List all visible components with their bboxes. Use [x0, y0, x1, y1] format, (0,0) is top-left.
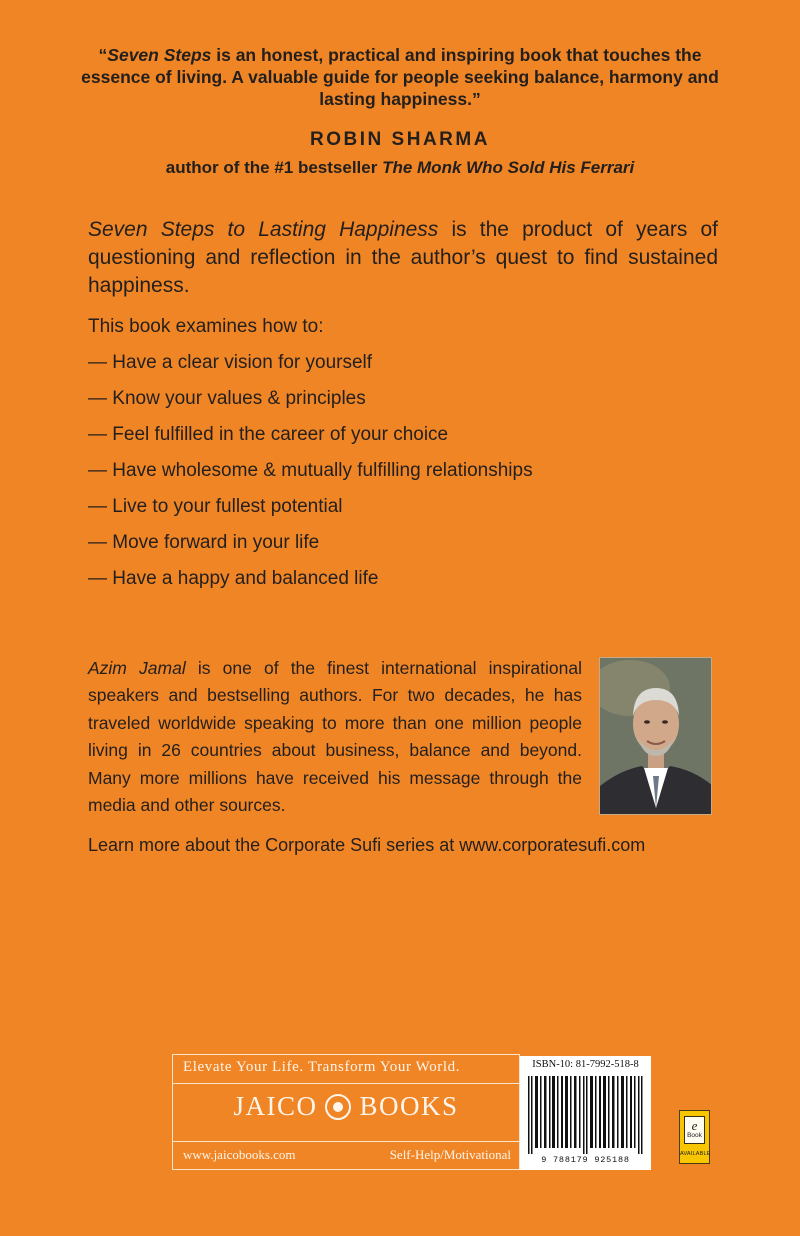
list-item: — Have a clear vision for yourself: [88, 352, 373, 373]
intro-book-title: Seven Steps to Lasting Happiness: [88, 218, 439, 241]
isbn-label: ISBN-10: 81-7992-518-8: [532, 1059, 639, 1070]
author-portrait-illustration: [600, 658, 712, 815]
ebook-page-icon: [684, 1116, 705, 1144]
intro-text: is the product of years of questioning and reflection in the author’s quest to find sustained happiness.: [88, 218, 718, 297]
quote-text: is an honest, practical and inspiring book that touches the essence of living. A valuable guide for people seeking balance, harmony and lasting happiness.”: [81, 45, 719, 109]
ebook-word: Book: [687, 1132, 702, 1139]
endorser-book-title: The Monk Who Sold His Ferrari: [382, 158, 635, 177]
examines-heading: This book examines how to:: [88, 316, 324, 337]
ebook-letter: e: [691, 1118, 698, 1133]
list-item: — Feel fulfilled in the career of your choice: [88, 424, 449, 445]
publisher-divider: [173, 1141, 519, 1142]
isbn-barcode-panel: [520, 1056, 651, 1170]
list-item: — Have wholesome & mutually fulfilling relationships: [88, 460, 533, 481]
isbn-digits: 9 788179 925188: [541, 1155, 630, 1165]
list-item: — Live to your fullest potential: [88, 496, 343, 517]
author-name: Azim Jamal: [88, 658, 186, 678]
author-photo: [599, 657, 712, 815]
author-bio: [88, 655, 582, 819]
book-intro: [88, 216, 718, 300]
publisher-panel: [172, 1054, 520, 1170]
list-item: — Have a happy and balanced life: [88, 568, 379, 589]
ebook-availability: AVAILABLE: [680, 1151, 711, 1157]
endorser-name: ROBIN SHARMA: [310, 129, 490, 150]
publisher-name-left: JAICO: [233, 1091, 318, 1121]
author-bio-text: is one of the finest international inspirational speakers and bestselling authors. For two decades, he has traveled worldwide speaking to more than one million people living in 26 countries about business, balance and beyond. Many more millions have received his message through the media and other sources.: [88, 658, 582, 816]
quote-open-mark: “: [98, 45, 108, 65]
book-genre: Self-Help/Motivational: [389, 1147, 511, 1162]
publisher-name-right: BOOKS: [359, 1091, 459, 1121]
endorser-description: [0, 158, 800, 178]
publisher-emblem-icon: [325, 1094, 351, 1120]
barcode-icon: [526, 1076, 645, 1154]
publisher-logo: [173, 1091, 519, 1122]
ebook-available-badge: [679, 1110, 710, 1164]
publisher-tagline: Elevate Your Life. Transform Your World.: [183, 1059, 461, 1075]
endorser-desc-prefix: author of the #1 bestseller: [165, 158, 383, 177]
list-item: — Move forward in your life: [88, 532, 320, 553]
publisher-website: www.jaicobooks.com: [183, 1147, 296, 1162]
quote-book-title: Seven Steps: [107, 45, 212, 65]
publisher-divider: [173, 1083, 519, 1084]
benefits-list: [88, 352, 533, 604]
learn-more-line: Learn more about the Corporate Sufi series at www.corporatesufi.com: [88, 835, 646, 855]
list-item: — Know your values & principles: [88, 388, 366, 409]
endorsement-quote: [70, 44, 730, 110]
